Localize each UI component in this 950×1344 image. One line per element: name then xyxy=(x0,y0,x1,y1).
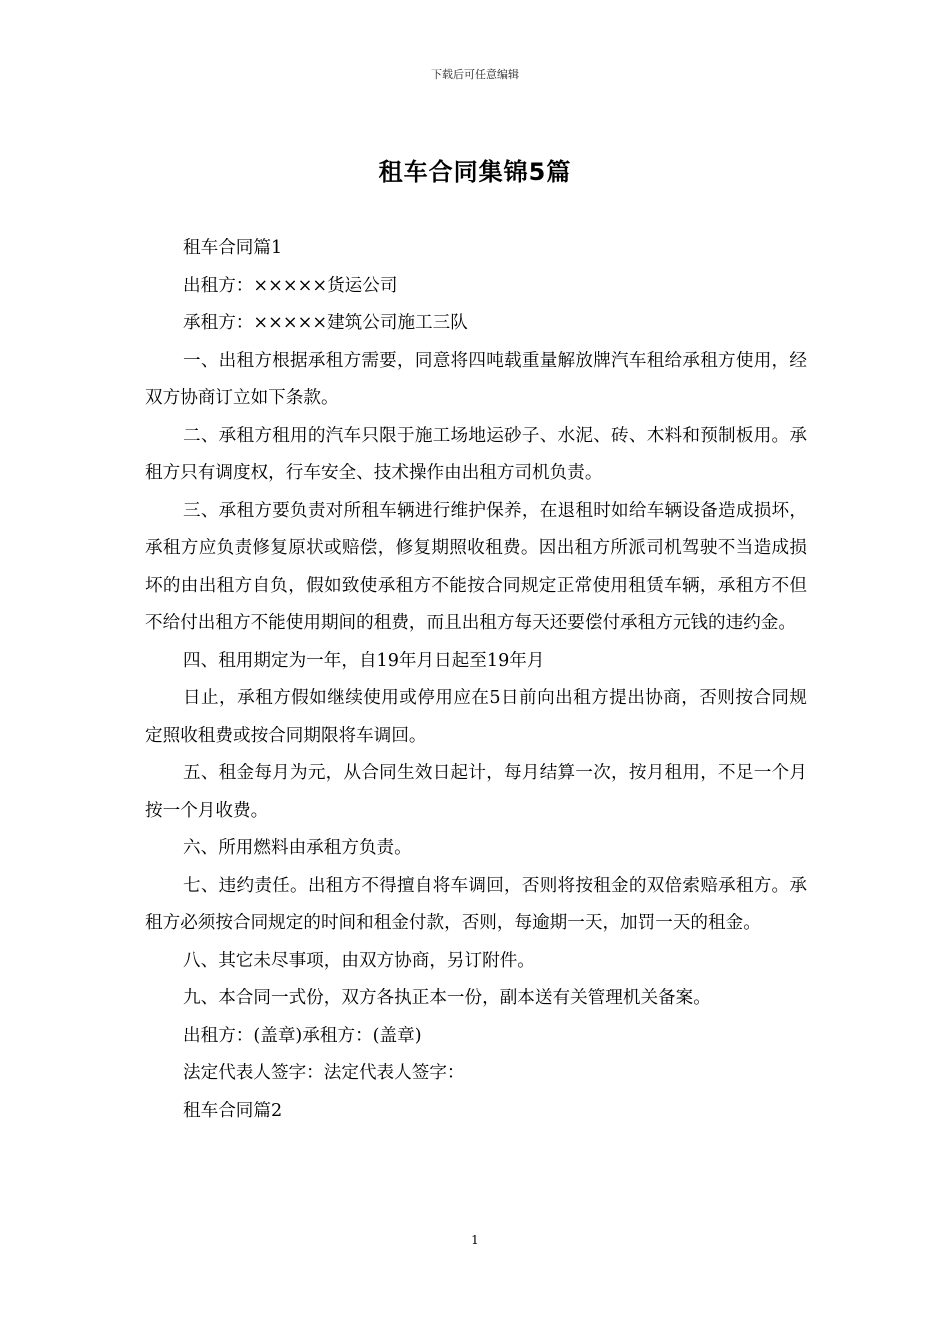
clause-7: 七、违约责任。出租方不得擅自将车调回，否则将按租金的双倍索赔承租方。承租方必须按合同规定的时间和租金付款，否则，每逾期一天，加罚一天的租金。 xyxy=(145,875,807,933)
clause-8: 八、其它未尽事项，由双方协商，另订附件。 xyxy=(183,950,535,971)
clause-2: 二、承租方租用的汽车只限于施工场地运砂子、水泥、砖、木料和预制板用。承租方只有调度权，行车安全、技术操作由出租方司机负责。 xyxy=(145,425,807,483)
lessor-line: 出租方：×××××货运公司 xyxy=(183,275,398,296)
clause-4-continued: 日止，承租方假如继续使用或停用应在5日前向出租方提出协商，否则按合同规定照收租费或按合同期限将车调回。 xyxy=(145,688,807,746)
clause-3: 三、承租方要负责对所租车辆进行维护保养，在退租时如给车辆设备造成损坏，承租方应负责修复原状或赔偿，修复期照收租费。因出租方所派司机驾驶不当造成损坏的由出租方自负，假如致使承租方不能按合同规定正常使用租赁车辆，承租方不但不给付出租方不能使用期间的租费，而且出租方每天还要偿付承租方元钱的违约金。 xyxy=(145,500,807,633)
clause-1: 一、出租方根据承租方需要，同意将四吨载重量解放牌汽车租给承租方使用，经双方协商订立如下条款。 xyxy=(145,350,807,408)
document-title: 租车合同集锦5篇 xyxy=(378,158,572,186)
signature-line: 法定代表人签字：法定代表人签字： xyxy=(183,1063,465,1083)
section-heading-2: 租车合同篇2 xyxy=(183,1100,283,1121)
section-heading: 租车合同篇1 xyxy=(183,238,283,258)
page-number: 1 xyxy=(471,1233,479,1247)
document-body xyxy=(145,230,807,1130)
header-note: 下载后可任意编辑 xyxy=(431,68,519,81)
seal-line: 出租方：(盖章)承租方：(盖章) xyxy=(183,1025,422,1046)
clause-9: 九、本合同一式份，双方各执正本一份，副本送有关管理机关备案。 xyxy=(183,988,711,1008)
clause-5: 五、租金每月为元，从合同生效日起计，每月结算一次，按月租用，不足一个月按一个月收费。 xyxy=(145,763,807,821)
clause-4: 四、租用期定为一年，自19年月日起至19年月 xyxy=(183,650,545,671)
clause-6: 六、所用燃料由承租方负责。 xyxy=(183,838,412,858)
lessee-line: 承租方：×××××建筑公司施工三队 xyxy=(183,313,468,333)
